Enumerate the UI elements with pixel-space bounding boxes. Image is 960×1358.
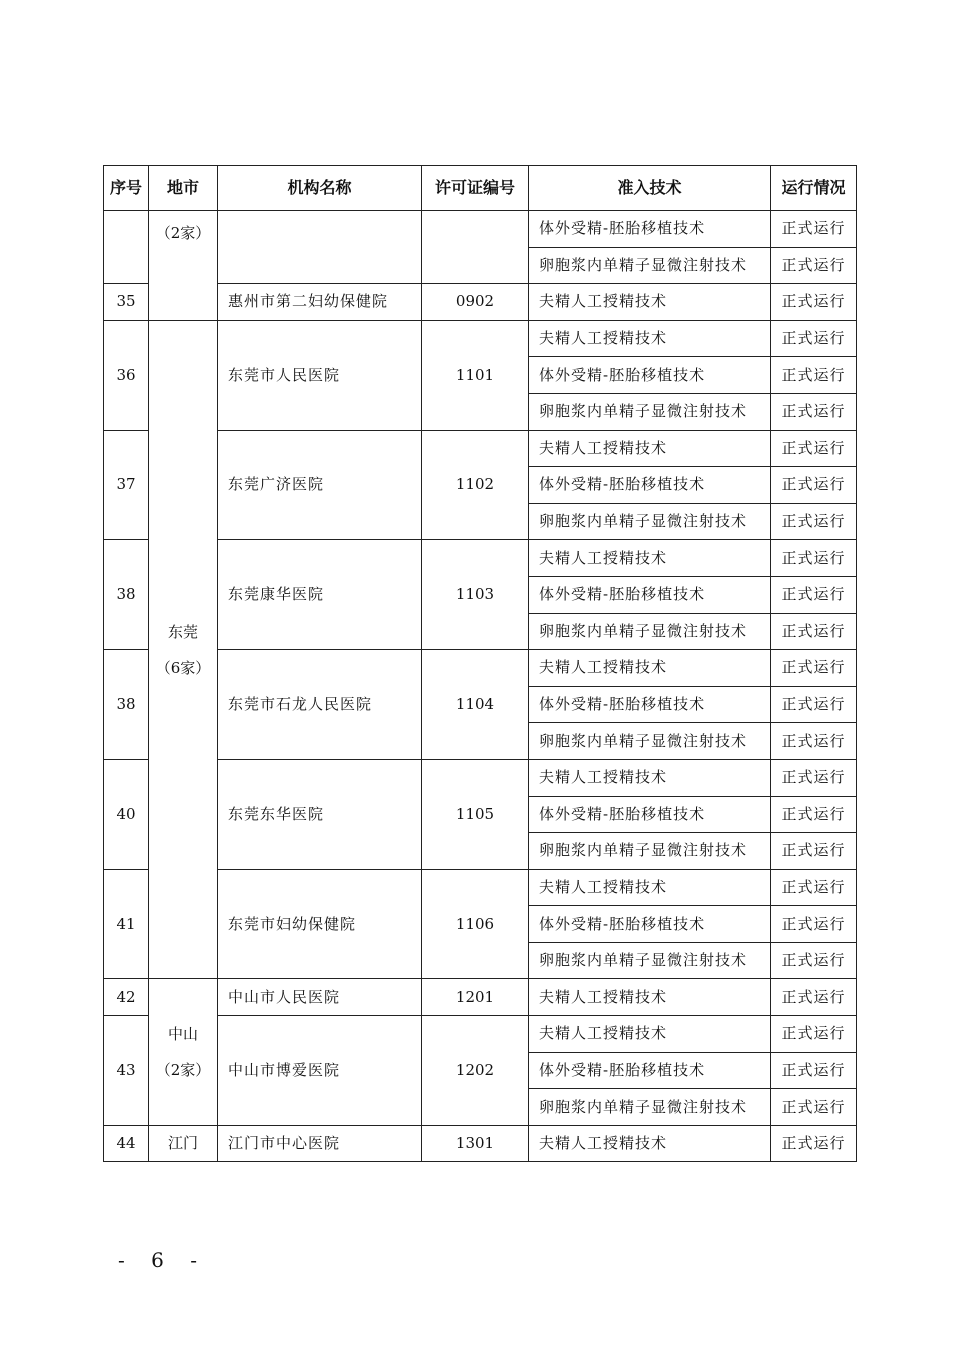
seq-cell: 38 [104, 540, 149, 650]
status-cell: 正式运行 [771, 613, 857, 650]
status-cell: 正式运行 [771, 759, 857, 796]
status-cell: 正式运行 [771, 906, 857, 943]
org-cell: 中山市人民医院 [218, 979, 422, 1016]
status-cell: 正式运行 [771, 723, 857, 760]
status-cell: 正式运行 [771, 942, 857, 979]
org-cell: 东莞广济医院 [218, 430, 422, 540]
tech-cell: 卵胞浆内单精子显微注射技术 [529, 247, 771, 284]
tech-cell: 卵胞浆内单精子显微注射技术 [529, 393, 771, 430]
license-cell: 1102 [422, 430, 529, 540]
status-cell: 正式运行 [771, 869, 857, 906]
org-cell: 中山市博爱医院 [218, 1016, 422, 1126]
page-number: - 6 - [118, 1248, 207, 1272]
tech-cell: 夫精人工授精技术 [529, 759, 771, 796]
license-cell: 1201 [422, 979, 529, 1016]
header-tech: 准入技术 [529, 166, 771, 211]
tech-cell: 夫精人工授精技术 [529, 320, 771, 357]
tech-cell: 体外受精-胚胎移植技术 [529, 576, 771, 613]
status-cell: 正式运行 [771, 1016, 857, 1053]
seq-cell: 44 [104, 1125, 149, 1162]
tech-cell: 夫精人工授精技术 [529, 979, 771, 1016]
seq-cell [104, 211, 149, 284]
tech-cell: 体外受精-胚胎移植技术 [529, 357, 771, 394]
institution-table [103, 165, 857, 1162]
status-cell: 正式运行 [771, 284, 857, 321]
table-row [104, 320, 857, 357]
tech-cell: 卵胞浆内单精子显微注射技术 [529, 942, 771, 979]
seq-cell: 43 [104, 1016, 149, 1126]
license-cell [422, 211, 529, 284]
header-status: 运行情况 [771, 166, 857, 211]
table-header-row [104, 166, 857, 211]
status-cell: 正式运行 [771, 393, 857, 430]
license-cell: 1105 [422, 759, 529, 869]
table-row [104, 979, 857, 1016]
tech-cell: 卵胞浆内单精子显微注射技术 [529, 613, 771, 650]
city-count: （2家） [155, 224, 211, 242]
org-cell: 东莞东华医院 [218, 759, 422, 869]
tech-cell: 体外受精-胚胎移植技术 [529, 211, 771, 248]
tech-cell: 夫精人工授精技术 [529, 1016, 771, 1053]
org-cell: 东莞市石龙人民医院 [218, 650, 422, 760]
table-row [104, 1125, 857, 1162]
tech-cell: 夫精人工授精技术 [529, 284, 771, 321]
tech-cell: 夫精人工授精技术 [529, 650, 771, 687]
tech-cell: 体外受精-胚胎移植技术 [529, 1052, 771, 1089]
city-count: （2家） [155, 1061, 211, 1080]
status-cell: 正式运行 [771, 540, 857, 577]
license-cell: 1202 [422, 1016, 529, 1126]
seq-cell: 38 [104, 650, 149, 760]
city-cell-huizhou [149, 211, 218, 321]
org-cell: 东莞康华医院 [218, 540, 422, 650]
status-cell: 正式运行 [771, 650, 857, 687]
license-cell: 1301 [422, 1125, 529, 1162]
tech-cell: 夫精人工授精技术 [529, 430, 771, 467]
status-cell: 正式运行 [771, 320, 857, 357]
tech-cell: 体外受精-胚胎移植技术 [529, 686, 771, 723]
header-org: 机构名称 [218, 166, 422, 211]
header-city: 地市 [149, 166, 218, 211]
seq-cell: 35 [104, 284, 149, 321]
license-cell: 0902 [422, 284, 529, 321]
seq-cell: 37 [104, 430, 149, 540]
status-cell: 正式运行 [771, 833, 857, 870]
tech-cell: 卵胞浆内单精子显微注射技术 [529, 1089, 771, 1126]
status-cell: 正式运行 [771, 503, 857, 540]
city-count: （6家） [155, 658, 211, 677]
city-cell-dongguan [149, 320, 218, 979]
status-cell: 正式运行 [771, 979, 857, 1016]
org-cell: 东莞市妇幼保健院 [218, 869, 422, 979]
license-cell: 1106 [422, 869, 529, 979]
tech-cell: 夫精人工授精技术 [529, 1125, 771, 1162]
status-cell: 正式运行 [771, 1089, 857, 1126]
status-cell: 正式运行 [771, 211, 857, 248]
org-cell: 江门市中心医院 [218, 1125, 422, 1162]
seq-cell: 36 [104, 320, 149, 430]
seq-cell: 42 [104, 979, 149, 1016]
tech-cell: 卵胞浆内单精子显微注射技术 [529, 833, 771, 870]
license-cell: 1103 [422, 540, 529, 650]
tech-cell: 体外受精-胚胎移植技术 [529, 906, 771, 943]
city-cell-jiangmen: 江门 [149, 1125, 218, 1162]
tech-cell: 体外受精-胚胎移植技术 [529, 796, 771, 833]
seq-cell: 41 [104, 869, 149, 979]
license-cell: 1104 [422, 650, 529, 760]
city-cell-zhongshan [149, 979, 218, 1125]
seq-cell: 40 [104, 759, 149, 869]
table-row [104, 211, 857, 248]
org-cell [218, 211, 422, 284]
status-cell: 正式运行 [771, 686, 857, 723]
status-cell: 正式运行 [771, 467, 857, 504]
tech-cell: 卵胞浆内单精子显微注射技术 [529, 503, 771, 540]
status-cell: 正式运行 [771, 247, 857, 284]
status-cell: 正式运行 [771, 430, 857, 467]
status-cell: 正式运行 [771, 1052, 857, 1089]
status-cell: 正式运行 [771, 1125, 857, 1162]
city-name: 东莞 [167, 622, 198, 641]
city-name: 中山 [167, 1025, 198, 1044]
license-cell: 1101 [422, 320, 529, 430]
tech-cell: 夫精人工授精技术 [529, 540, 771, 577]
header-seq: 序号 [104, 166, 149, 211]
tech-cell: 体外受精-胚胎移植技术 [529, 467, 771, 504]
status-cell: 正式运行 [771, 796, 857, 833]
tech-cell: 卵胞浆内单精子显微注射技术 [529, 723, 771, 760]
status-cell: 正式运行 [771, 357, 857, 394]
status-cell: 正式运行 [771, 576, 857, 613]
org-cell: 惠州市第二妇幼保健院 [218, 284, 422, 321]
tech-cell: 夫精人工授精技术 [529, 869, 771, 906]
header-license: 许可证编号 [422, 166, 529, 211]
org-cell: 东莞市人民医院 [218, 320, 422, 430]
